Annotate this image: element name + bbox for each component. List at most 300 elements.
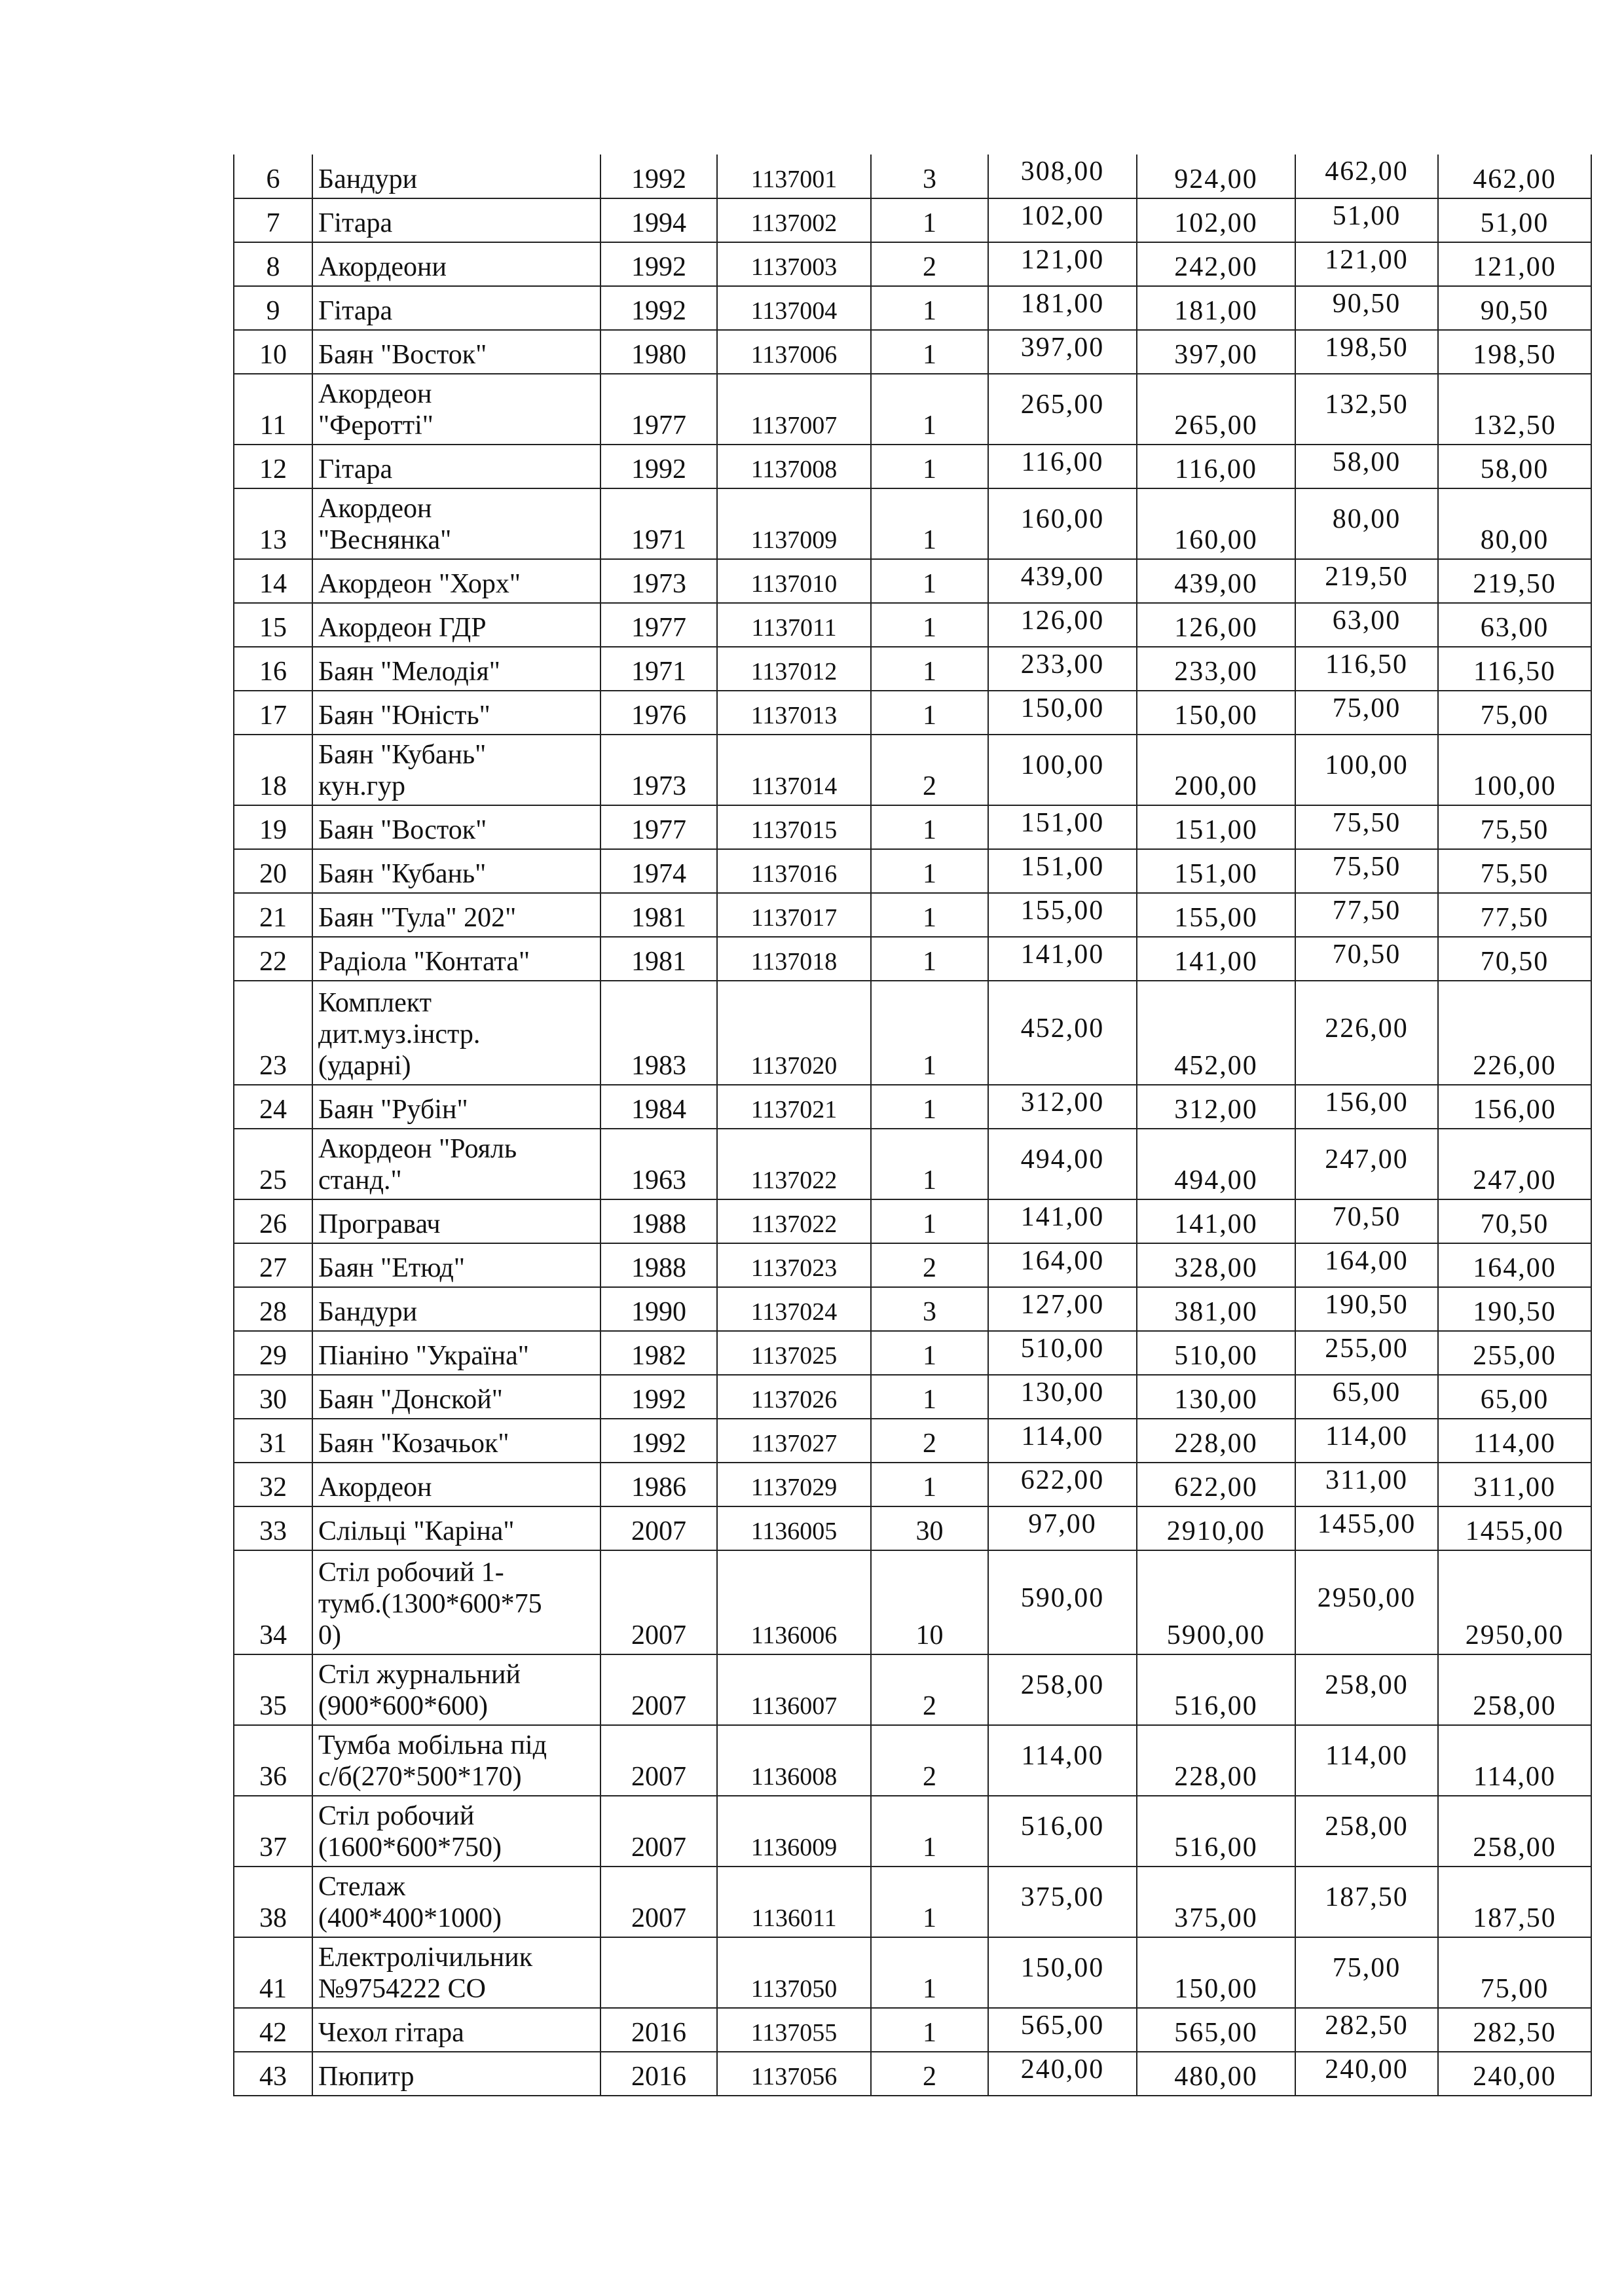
year-cell: 1973 <box>600 559 717 603</box>
table-row <box>234 893 1591 937</box>
row-number-cell: 13 <box>234 488 312 559</box>
wear-amount-cell: 282,50 <box>1295 2008 1438 2052</box>
year-cell: 2007 <box>600 1867 717 1937</box>
row-number-cell: 6 <box>234 155 312 198</box>
inventory-number-cell: 1137015 <box>717 805 871 849</box>
inventory-number-cell: 1137023 <box>717 1243 871 1287</box>
residual-value-cell: 226,00 <box>1438 981 1591 1085</box>
year-cell: 1976 <box>600 691 717 735</box>
residual-value-cell: 255,00 <box>1438 1331 1591 1375</box>
item-name-line: Слільці "Каріна" <box>318 1516 515 1546</box>
item-name-cell <box>312 1550 600 1654</box>
unit-price-cell: 114,00 <box>988 1725 1137 1796</box>
year-cell: 2007 <box>600 1506 717 1550</box>
item-name-line: Баян "Козачьок" <box>318 1429 509 1459</box>
total-value-cell: 397,00 <box>1137 330 1295 374</box>
quantity-cell: 1 <box>871 691 988 735</box>
unit-price-cell: 452,00 <box>988 981 1137 1085</box>
item-name-cell <box>312 1725 600 1796</box>
inventory-number-cell: 1137025 <box>717 1331 871 1375</box>
unit-price-cell: 151,00 <box>988 849 1137 893</box>
year-cell: 1980 <box>600 330 717 374</box>
item-name-line: Програвач <box>318 1209 441 1239</box>
residual-value-cell: 282,50 <box>1438 2008 1591 2052</box>
unit-price-cell: 181,00 <box>988 286 1137 330</box>
inventory-number-cell: 1137012 <box>717 647 871 691</box>
unit-price-cell: 102,00 <box>988 198 1137 242</box>
quantity-cell: 2 <box>871 1654 988 1725</box>
table-row <box>234 1550 1591 1654</box>
item-name-line: (900*600*600) <box>318 1691 488 1721</box>
unit-price-cell: 155,00 <box>988 893 1137 937</box>
unit-price-cell: 141,00 <box>988 937 1137 981</box>
wear-amount-cell: 311,00 <box>1295 1463 1438 1506</box>
year-cell: 2016 <box>600 2008 717 2052</box>
item-name-cell <box>312 937 600 981</box>
quantity-cell: 2 <box>871 1243 988 1287</box>
inventory-number-cell: 1136009 <box>717 1796 871 1867</box>
item-name-line: (400*400*1000) <box>318 1903 502 1933</box>
table-row <box>234 849 1591 893</box>
item-name-line: "Феротті" <box>318 410 434 441</box>
wear-amount-cell: 70,50 <box>1295 937 1438 981</box>
wear-amount-cell: 51,00 <box>1295 198 1438 242</box>
inventory-number-cell: 1137003 <box>717 242 871 286</box>
year-cell: 1988 <box>600 1243 717 1287</box>
item-name-cell <box>312 559 600 603</box>
item-name-cell <box>312 155 600 198</box>
item-name-line: Акордеон <box>318 379 432 409</box>
residual-value-cell: 80,00 <box>1438 488 1591 559</box>
row-number-cell: 30 <box>234 1375 312 1419</box>
row-number-cell: 21 <box>234 893 312 937</box>
inventory-number-cell: 1137026 <box>717 1375 871 1419</box>
residual-value-cell: 121,00 <box>1438 242 1591 286</box>
wear-amount-cell: 75,00 <box>1295 691 1438 735</box>
item-name-line: дит.муз.інстр. <box>318 1019 481 1049</box>
quantity-cell: 1 <box>871 849 988 893</box>
item-name-cell <box>312 1419 600 1463</box>
residual-value-cell: 2950,00 <box>1438 1550 1591 1654</box>
unit-price-cell: 516,00 <box>988 1796 1137 1867</box>
inventory-number-cell: 1137056 <box>717 2052 871 2096</box>
table-row <box>234 937 1591 981</box>
unit-price-cell: 590,00 <box>988 1550 1137 1654</box>
year-cell: 1992 <box>600 242 717 286</box>
inventory-number-cell: 1137024 <box>717 1287 871 1331</box>
item-name-line: Баян "Восток" <box>318 340 487 370</box>
year-cell: 1992 <box>600 1375 717 1419</box>
residual-value-cell: 70,50 <box>1438 937 1591 981</box>
residual-value-cell: 187,50 <box>1438 1867 1591 1937</box>
unit-price-cell: 240,00 <box>988 2052 1137 2096</box>
item-name-line: Піаніно "Україна" <box>318 1341 529 1371</box>
table-row <box>234 198 1591 242</box>
unit-price-cell: 375,00 <box>988 1867 1137 1937</box>
table-row <box>234 1129 1591 1199</box>
item-name-cell <box>312 735 600 805</box>
table-row <box>234 1287 1591 1331</box>
row-number-cell: 34 <box>234 1550 312 1654</box>
quantity-cell: 2 <box>871 2052 988 2096</box>
item-name-cell <box>312 647 600 691</box>
unit-price-cell: 130,00 <box>988 1375 1137 1419</box>
item-name-line: Баян "Кубань" <box>318 740 487 770</box>
item-name-line: с/б(270*500*170) <box>318 1762 522 1792</box>
wear-amount-cell: 240,00 <box>1295 2052 1438 2096</box>
item-name-cell <box>312 286 600 330</box>
row-number-cell: 12 <box>234 445 312 488</box>
wear-amount-cell: 77,50 <box>1295 893 1438 937</box>
quantity-cell: 1 <box>871 1937 988 2008</box>
year-cell: 1988 <box>600 1199 717 1243</box>
total-value-cell: 565,00 <box>1137 2008 1295 2052</box>
item-name-cell <box>312 849 600 893</box>
row-number-cell: 22 <box>234 937 312 981</box>
unit-price-cell: 97,00 <box>988 1506 1137 1550</box>
total-value-cell: 141,00 <box>1137 1199 1295 1243</box>
wear-amount-cell: 132,50 <box>1295 374 1438 445</box>
table-row <box>234 330 1591 374</box>
quantity-cell: 10 <box>871 1550 988 1654</box>
total-value-cell: 516,00 <box>1137 1654 1295 1725</box>
item-name-cell <box>312 2052 600 2096</box>
unit-price-cell: 121,00 <box>988 242 1137 286</box>
year-cell: 1977 <box>600 805 717 849</box>
quantity-cell: 1 <box>871 1085 988 1129</box>
row-number-cell: 23 <box>234 981 312 1085</box>
row-number-cell: 37 <box>234 1796 312 1867</box>
item-name-line: Акордеон ГДР <box>318 613 487 643</box>
table-row <box>234 1867 1591 1937</box>
total-value-cell: 228,00 <box>1137 1725 1295 1796</box>
total-value-cell: 228,00 <box>1137 1419 1295 1463</box>
residual-value-cell: 63,00 <box>1438 603 1591 647</box>
year-cell <box>600 1937 717 2008</box>
item-name-line: Пюпитр <box>318 2062 415 2092</box>
item-name-cell <box>312 1243 600 1287</box>
quantity-cell: 1 <box>871 893 988 937</box>
row-number-cell: 10 <box>234 330 312 374</box>
unit-price-cell: 494,00 <box>988 1129 1137 1199</box>
unit-price-cell: 510,00 <box>988 1331 1137 1375</box>
year-cell: 1963 <box>600 1129 717 1199</box>
table-row <box>234 445 1591 488</box>
row-number-cell: 32 <box>234 1463 312 1506</box>
quantity-cell: 1 <box>871 1199 988 1243</box>
row-number-cell: 18 <box>234 735 312 805</box>
item-name-line: Баян "Восток" <box>318 815 487 845</box>
table-row <box>234 374 1591 445</box>
year-cell: 1981 <box>600 937 717 981</box>
item-name-cell <box>312 1199 600 1243</box>
item-name-cell <box>312 1129 600 1199</box>
row-number-cell: 26 <box>234 1199 312 1243</box>
residual-value-cell: 58,00 <box>1438 445 1591 488</box>
inventory-number-cell: 1137020 <box>717 981 871 1085</box>
unit-price-cell: 150,00 <box>988 1937 1137 2008</box>
table-row <box>234 286 1591 330</box>
row-number-cell: 27 <box>234 1243 312 1287</box>
row-number-cell: 11 <box>234 374 312 445</box>
inventory-number-cell: 1137017 <box>717 893 871 937</box>
wear-amount-cell: 247,00 <box>1295 1129 1438 1199</box>
year-cell: 1977 <box>600 603 717 647</box>
table-row <box>234 1085 1591 1129</box>
residual-value-cell: 190,50 <box>1438 1287 1591 1331</box>
total-value-cell: 160,00 <box>1137 488 1295 559</box>
wear-amount-cell: 75,00 <box>1295 1937 1438 2008</box>
wear-amount-cell: 190,50 <box>1295 1287 1438 1331</box>
wear-amount-cell: 114,00 <box>1295 1419 1438 1463</box>
inventory-number-cell: 1137029 <box>717 1463 871 1506</box>
year-cell: 2007 <box>600 1796 717 1867</box>
quantity-cell: 1 <box>871 2008 988 2052</box>
item-name-line: Гітара <box>318 296 393 326</box>
inventory-number-cell: 1137011 <box>717 603 871 647</box>
wear-amount-cell: 90,50 <box>1295 286 1438 330</box>
residual-value-cell: 116,50 <box>1438 647 1591 691</box>
residual-value-cell: 51,00 <box>1438 198 1591 242</box>
row-number-cell: 24 <box>234 1085 312 1129</box>
quantity-cell: 1 <box>871 1375 988 1419</box>
residual-value-cell: 132,50 <box>1438 374 1591 445</box>
row-number-cell: 9 <box>234 286 312 330</box>
inventory-number-cell: 1136011 <box>717 1867 871 1937</box>
quantity-cell: 1 <box>871 1463 988 1506</box>
item-name-cell <box>312 1085 600 1129</box>
quantity-cell: 1 <box>871 647 988 691</box>
inventory-number-cell: 1136006 <box>717 1550 871 1654</box>
year-cell: 1973 <box>600 735 717 805</box>
inventory-number-cell: 1137055 <box>717 2008 871 2052</box>
table-row <box>234 1199 1591 1243</box>
item-name-cell <box>312 1375 600 1419</box>
year-cell: 1992 <box>600 286 717 330</box>
row-number-cell: 28 <box>234 1287 312 1331</box>
item-name-cell <box>312 1506 600 1550</box>
item-name-cell <box>312 198 600 242</box>
total-value-cell: 150,00 <box>1137 691 1295 735</box>
table-row <box>234 1796 1591 1867</box>
wear-amount-cell: 2950,00 <box>1295 1550 1438 1654</box>
unit-price-cell: 258,00 <box>988 1654 1137 1725</box>
inventory-number-cell: 1136008 <box>717 1725 871 1796</box>
quantity-cell: 1 <box>871 330 988 374</box>
item-name-line: Стіл журнальний <box>318 1660 521 1690</box>
residual-value-cell: 258,00 <box>1438 1796 1591 1867</box>
item-name-line: Гітара <box>318 208 393 238</box>
row-number-cell: 35 <box>234 1654 312 1725</box>
row-number-cell: 7 <box>234 198 312 242</box>
row-number-cell: 14 <box>234 559 312 603</box>
item-name-cell <box>312 1331 600 1375</box>
item-name-line: Тумба мобільна під <box>318 1730 547 1760</box>
row-number-cell: 33 <box>234 1506 312 1550</box>
residual-value-cell: 77,50 <box>1438 893 1591 937</box>
residual-value-cell: 1455,00 <box>1438 1506 1591 1550</box>
row-number-cell: 16 <box>234 647 312 691</box>
wear-amount-cell: 156,00 <box>1295 1085 1438 1129</box>
item-name-line: Комплект <box>318 988 432 1018</box>
residual-value-cell: 114,00 <box>1438 1419 1591 1463</box>
inventory-number-cell: 1137021 <box>717 1085 871 1129</box>
total-value-cell: 151,00 <box>1137 805 1295 849</box>
table-row <box>234 1506 1591 1550</box>
total-value-cell: 2910,00 <box>1137 1506 1295 1550</box>
unit-price-cell: 565,00 <box>988 2008 1137 2052</box>
quantity-cell: 1 <box>871 445 988 488</box>
total-value-cell: 381,00 <box>1137 1287 1295 1331</box>
total-value-cell: 200,00 <box>1137 735 1295 805</box>
total-value-cell: 510,00 <box>1137 1331 1295 1375</box>
residual-value-cell: 219,50 <box>1438 559 1591 603</box>
year-cell: 1992 <box>600 155 717 198</box>
wear-amount-cell: 121,00 <box>1295 242 1438 286</box>
residual-value-cell: 198,50 <box>1438 330 1591 374</box>
total-value-cell: 516,00 <box>1137 1796 1295 1867</box>
item-name-line: Бандури <box>318 1297 418 1327</box>
table-row <box>234 1331 1591 1375</box>
unit-price-cell: 100,00 <box>988 735 1137 805</box>
quantity-cell: 1 <box>871 805 988 849</box>
unit-price-cell: 160,00 <box>988 488 1137 559</box>
inventory-number-cell: 1137006 <box>717 330 871 374</box>
inventory-table <box>233 155 1592 2096</box>
item-name-line: "Веснянка" <box>318 525 452 555</box>
wear-amount-cell: 114,00 <box>1295 1725 1438 1796</box>
year-cell: 1971 <box>600 647 717 691</box>
row-number-cell: 43 <box>234 2052 312 2096</box>
table-row <box>234 559 1591 603</box>
year-cell: 1981 <box>600 893 717 937</box>
residual-value-cell: 156,00 <box>1438 1085 1591 1129</box>
item-name-cell <box>312 1937 600 2008</box>
quantity-cell: 2 <box>871 1419 988 1463</box>
table-row <box>234 242 1591 286</box>
total-value-cell: 130,00 <box>1137 1375 1295 1419</box>
inventory-number-cell: 1137009 <box>717 488 871 559</box>
inventory-number-cell: 1137002 <box>717 198 871 242</box>
total-value-cell: 452,00 <box>1137 981 1295 1085</box>
item-name-line: 0) <box>318 1620 341 1650</box>
total-value-cell: 155,00 <box>1137 893 1295 937</box>
inventory-number-cell: 1136005 <box>717 1506 871 1550</box>
unit-price-cell: 116,00 <box>988 445 1137 488</box>
inventory-number-cell: 1137010 <box>717 559 871 603</box>
row-number-cell: 20 <box>234 849 312 893</box>
residual-value-cell: 75,50 <box>1438 849 1591 893</box>
residual-value-cell: 75,50 <box>1438 805 1591 849</box>
inventory-number-cell: 1137014 <box>717 735 871 805</box>
quantity-cell: 1 <box>871 286 988 330</box>
inventory-number-cell: 1137027 <box>717 1419 871 1463</box>
wear-amount-cell: 219,50 <box>1295 559 1438 603</box>
item-name-cell <box>312 1796 600 1867</box>
total-value-cell: 126,00 <box>1137 603 1295 647</box>
row-number-cell: 8 <box>234 242 312 286</box>
item-name-line: Електролічильник <box>318 1942 533 1973</box>
table-row <box>234 647 1591 691</box>
table-row <box>234 2008 1591 2052</box>
year-cell: 1971 <box>600 488 717 559</box>
quantity-cell: 1 <box>871 1129 988 1199</box>
inventory-number-cell: 1137018 <box>717 937 871 981</box>
total-value-cell: 5900,00 <box>1137 1550 1295 1654</box>
item-name-line: станд." <box>318 1165 402 1195</box>
total-value-cell: 151,00 <box>1137 849 1295 893</box>
item-name-cell <box>312 330 600 374</box>
wear-amount-cell: 462,00 <box>1295 155 1438 198</box>
table-row <box>234 1463 1591 1506</box>
item-name-line: Баян "Кубань" <box>318 859 487 889</box>
residual-value-cell: 90,50 <box>1438 286 1591 330</box>
residual-value-cell: 70,50 <box>1438 1199 1591 1243</box>
quantity-cell: 30 <box>871 1506 988 1550</box>
residual-value-cell: 247,00 <box>1438 1129 1591 1199</box>
table-row <box>234 691 1591 735</box>
item-name-cell <box>312 603 600 647</box>
inventory-number-cell: 1137007 <box>717 374 871 445</box>
table-row <box>234 1243 1591 1287</box>
unit-price-cell: 126,00 <box>988 603 1137 647</box>
item-name-line: Баян "Тула" 202" <box>318 903 517 933</box>
total-value-cell: 494,00 <box>1137 1129 1295 1199</box>
inventory-number-cell: 1137004 <box>717 286 871 330</box>
item-name-cell <box>312 1287 600 1331</box>
unit-price-cell: 622,00 <box>988 1463 1137 1506</box>
residual-value-cell: 462,00 <box>1438 155 1591 198</box>
total-value-cell: 141,00 <box>1137 937 1295 981</box>
year-cell: 1992 <box>600 1419 717 1463</box>
residual-value-cell: 114,00 <box>1438 1725 1591 1796</box>
unit-price-cell: 141,00 <box>988 1199 1137 1243</box>
residual-value-cell: 75,00 <box>1438 691 1591 735</box>
residual-value-cell: 311,00 <box>1438 1463 1591 1506</box>
item-name-line: Стіл робочий <box>318 1801 475 1831</box>
inventory-number-cell: 1137022 <box>717 1199 871 1243</box>
inventory-number-cell: 1137008 <box>717 445 871 488</box>
item-name-line: Акордеон "Рояль <box>318 1134 517 1164</box>
item-name-line: Радіола "Контата" <box>318 947 530 977</box>
quantity-cell: 1 <box>871 1331 988 1375</box>
residual-value-cell: 258,00 <box>1438 1654 1591 1725</box>
row-number-cell: 25 <box>234 1129 312 1199</box>
unit-price-cell: 265,00 <box>988 374 1137 445</box>
total-value-cell: 328,00 <box>1137 1243 1295 1287</box>
quantity-cell: 1 <box>871 981 988 1085</box>
quantity-cell: 2 <box>871 1725 988 1796</box>
wear-amount-cell: 164,00 <box>1295 1243 1438 1287</box>
wear-amount-cell: 255,00 <box>1295 1331 1438 1375</box>
inventory-number-cell: 1136007 <box>717 1654 871 1725</box>
unit-price-cell: 439,00 <box>988 559 1137 603</box>
item-name-line: Гітара <box>318 454 393 484</box>
item-name-line: Акордеон <box>318 1472 432 1503</box>
table-body <box>234 155 1591 2096</box>
table-row <box>234 1654 1591 1725</box>
table-row <box>234 1937 1591 2008</box>
row-number-cell: 38 <box>234 1867 312 1937</box>
inventory-number-cell: 1137013 <box>717 691 871 735</box>
wear-amount-cell: 116,50 <box>1295 647 1438 691</box>
item-name-line: (1600*600*750) <box>318 1832 502 1863</box>
residual-value-cell: 240,00 <box>1438 2052 1591 2096</box>
total-value-cell: 116,00 <box>1137 445 1295 488</box>
wear-amount-cell: 100,00 <box>1295 735 1438 805</box>
item-name-cell <box>312 1867 600 1937</box>
quantity-cell: 2 <box>871 735 988 805</box>
